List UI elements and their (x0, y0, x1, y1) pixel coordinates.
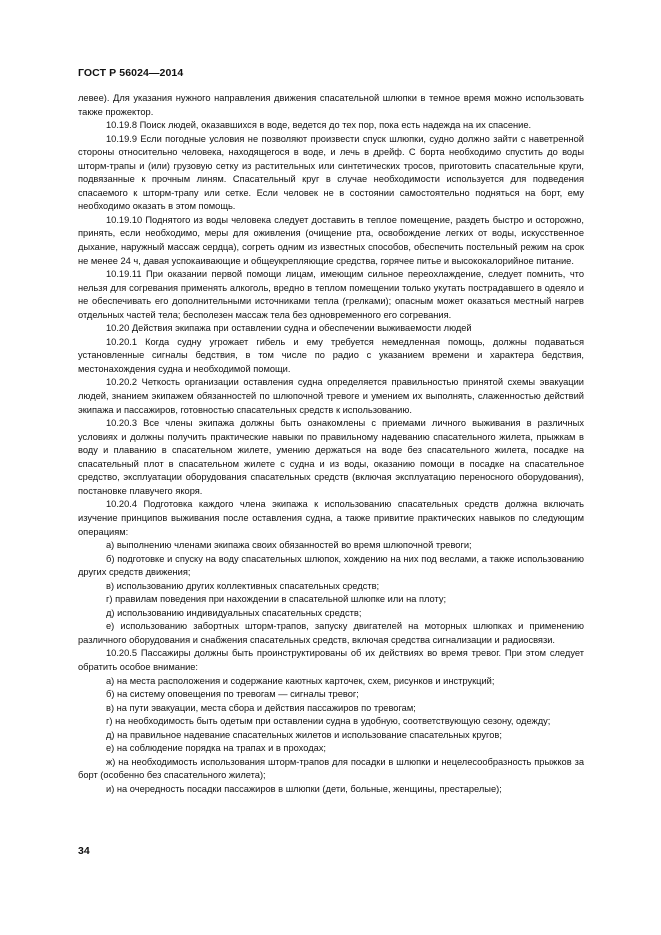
list-item: г) правилам поведения при нахождении в спасательной шлюпке или на плоту; (106, 594, 447, 605)
paragraph: 10.20.5 Пассажиры должны быть проинструктированы об их действиях во время тревог. При этом следует обратить особое внимание: (78, 648, 584, 672)
paragraph: 10.20.4 Подготовка каждого члена экипажа к использованию спасательных средств должна включать изучение принципов выживания после оставления судна, а также привитие практических навыков по следующим операциям: (78, 499, 584, 537)
paragraph: 10.20.1 Когда судну угрожает гибель и ему требуется немедленная помощь, должны подаваться установленные сигналы бедствия, в том числе по радио с указанием времени и характера бедствия, местонахождения судна и необходимой помощи. (78, 336, 584, 374)
list-item: е) использованию забортных шторм-трапов, запуску двигателей на моторных шлюпках и применению различного оборудования и снабжения спасательных средств, включая средства сигнализации и радиосвязи. (78, 621, 584, 645)
paragraph: левее). Для указания нужного направления движения спасательной шлюпки в темное время можно использовать также прожектор. (78, 93, 584, 117)
paragraph: 10.19.9 Если погодные условия не позволяют произвести спуск шлюпки, судно должно зайти с наветренной стороны относительно человека, находящегося в воде, и лечь в дрейф. С борта необходимо спустить до воды шторм-трапы и (или) грузовую сетку из растительных или синтетических тросов, приготовить спасательные круги, подвязанные к прочным линям. Спасательный круг в случае необходимости используется для подведения спасаемого к шторм-трапу или сетке. Если человек не в состоянии самостоятельно подняться на борт, ему необходимо оказать в этом помощь. (78, 133, 584, 212)
list-item: и) на очередность посадки пассажиров в шлюпки (дети, больные, женщины, престарелые); (106, 783, 502, 794)
list-item: д) использованию индивидуальных спасательных средств; (106, 607, 362, 618)
list-item: е) на соблюдение порядка на трапах и в проходах; (106, 743, 327, 754)
list-item: д) на правильное надевание спасательных жилетов и использование спасательных кругов; (106, 729, 502, 740)
paragraph: 10.19.11 При оказании первой помощи лицам, имеющим сильное переохлаждение, следует помнить, что нельзя для согревания применять алкоголь, вредно в теплом помещении только укутать пострадавшего в одеяло и не обеспечивать его дополнительными источниками тепла (грелками); опасным может оказаться местный нагрев отдельных частей тела; бесполезен массаж тела без одновременного его согревания. (78, 269, 584, 320)
document-header: ГОСТ Р 56024—2014 (78, 67, 184, 79)
list-item: б) на систему оповещения по тревогам — сигналы тревог; (106, 689, 359, 700)
section-heading: 10.20 Действия экипажа при оставлении судна и обеспечении выживаемости людей (106, 323, 472, 334)
paragraph: 10.20.2 Четкость организации оставления судна определяется правильностью принятой схемы эвакуации людей, знанием экипажем обязанностей по шлюпочной тревоге и умением их выполнять, слаженностью действий экипажа и пассажиров, готовностью спасательных средств к использованию. (78, 377, 584, 415)
list-item: ж) на необходимость использования шторм-трапов для посадки в шлюпки и нецелесообразность прыжков за борт (особенно без спасательного жилета); (78, 756, 584, 781)
list-item: а) выполнению членами экипажа своих обязанностей во время шлюпочной тревоги; (106, 540, 472, 551)
document-body (78, 92, 584, 796)
list-item: б) подготовке и спуску на воду спасательных шлюпок, хождению на них под веслами, а также использованию других средств движения; (78, 553, 584, 578)
page-number: 34 (78, 845, 90, 857)
list-item: а) на места расположения и содержание каютных карточек, схем, рисунков и инструкций; (106, 675, 495, 686)
paragraph: 10.19.10 Поднятого из воды человека следует доставить в теплое помещение, раздеть быстро и осторожно, принять, если необходимо, меры для оживления (очищение рта, освобождение легких от воды, искусственное дыхание, наружный массаж сердца), согреть одним из известных способов, обеспечить постельный режим на срок не менее 24 ч, давая успокаивающие и общеукрепляющие средства, горячее питье и высококалорийное питание. (78, 214, 584, 266)
paragraph: 10.19.8 Поиск людей, оказавшихся в воде, ведется до тех пор, пока есть надежда на их спасение. (106, 120, 532, 131)
paragraph: 10.20.3 Все члены экипажа должны быть ознакомлены с приемами личного выживания в различных условиях и должны получить практические навыки по правильному надеванию спасательного жилета, прыжкам в воду и плаванию в спасательном жилете, умению держаться на воде без спасательного жилета, посадке на спасательный плот в спасательном жилете с судна и из воды, оказанию помощи в посадке на спасательное средство, эксплуатации оборудования спасательных средств (включая эксплуатацию переносного оборудования), постановке плавучего якоря. (78, 418, 584, 496)
list-item: г) на необходимость быть одетым при оставлении судна в удобную, соответствующую сезону, одежду; (106, 716, 551, 727)
list-item: в) на пути эвакуации, места сбора и действия пассажиров по тревогам; (106, 702, 416, 713)
list-item: в) использованию других коллективных спасательных средств; (106, 580, 380, 591)
